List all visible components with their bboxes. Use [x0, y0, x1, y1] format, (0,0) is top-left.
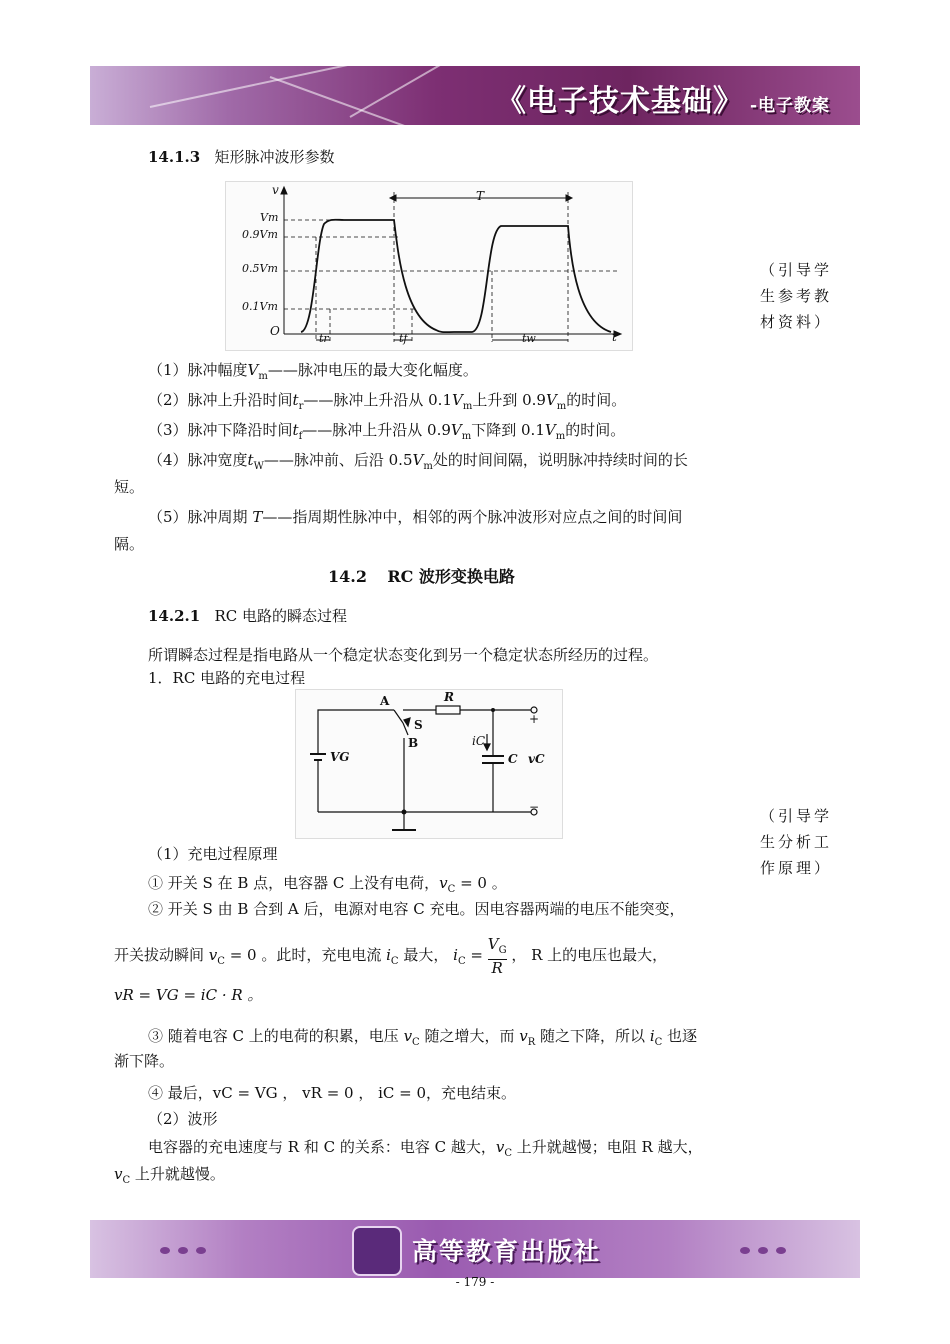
fraction-VG-over-R: $\frac{V_G}{R}$ [487, 935, 507, 977]
side-note-reference: （引导学生参考教材资料） [760, 261, 833, 331]
intro-paragraph: 所谓瞬态过程是指电路从一个稳定状态变化到另一个稳定状态所经历的过程。 [148, 646, 659, 664]
param-1: （1）脉冲幅度$V_m——$脉冲电压的最大变化幅度。 [148, 361, 478, 382]
label-period-T: T [476, 189, 485, 203]
section-14-2-heading: 14.2 RC 波形变换电路 [328, 567, 515, 586]
footer-dots-left [160, 1247, 206, 1254]
side-note-analysis: （引导学生分析工作原理） [760, 807, 833, 877]
label-0-5Vm: 0.5Vm [242, 262, 278, 275]
principle-step-1: ① 开关 S 在 B 点，电容器 C 上没有电荷，$v_C = 0$ 。 [148, 874, 507, 895]
resistor-R [436, 706, 460, 714]
header-title [496, 76, 830, 120]
param-2: （2）脉冲上升沿时间$t_r——$脉冲上升沿从 $0.1V_m$上升到 $0.9V_m$的时间。 [148, 391, 627, 412]
principle-step-2: ② 开关 S 由 B 合到 A 后，电源对电容 C 充电。因电容器两端的电压不能突变， [148, 900, 685, 918]
label-VG: VG [330, 750, 350, 764]
principle-step-3: ③ 随着电容 C 上的电荷的积累，电压 $v_C$ 随之增大，而 $v_R$ 随之下降，所以 $i_C$ 也逐 [148, 1027, 698, 1048]
waveform-paragraph-continued: $v_C$ 上升就越慢。 [114, 1165, 225, 1186]
label-tr: tr [319, 332, 329, 345]
section-title: 矩形脉冲波形参数 [214, 148, 335, 166]
param-3: （3）脉冲下降沿时间$t_f——$脉冲上升沿从 $0.9V_m$下降到 $0.1V_m$的时间。 [148, 421, 626, 442]
waveform-title: （2）波形 [148, 1110, 218, 1128]
label-C: C [508, 752, 518, 766]
header-subtitle: -电子教案 [749, 96, 830, 116]
principle-step-3-continued: 渐下降。 [114, 1052, 175, 1070]
terminal-minus: − [529, 800, 540, 814]
page-number: - 179 - [455, 1275, 495, 1289]
label-tf: tf [399, 332, 408, 345]
principle-step-4: ④ 最后，vC = VG ， vR = 0 ， iC = 0，充电结束。 [148, 1084, 517, 1102]
principle-title: （1）充电过程原理 [148, 845, 278, 863]
rc-circuit-figure [295, 689, 563, 839]
param-4: （4）脉冲宽度$t_W——$脉冲前、后沿 $0.5V_m$处的时间间隔，说明脉冲持续时间的长 [148, 451, 688, 472]
node-A: A [380, 694, 390, 708]
label-R: R [444, 690, 454, 704]
label-Vm: Vm [260, 211, 279, 224]
param-5-continued: 隔。 [114, 535, 145, 553]
footer-publisher: 高等教育出版社 [412, 1237, 602, 1266]
pulse-waveform [301, 220, 611, 332]
label-0-1Vm: 0.1Vm [242, 300, 278, 313]
section-14-1-3-heading [148, 147, 335, 167]
pulse-waveform-figure [225, 181, 633, 351]
switch-arm [394, 710, 403, 723]
node-B: B [408, 736, 419, 750]
principle-step-2-equation: vR = VG = iC · R 。 [114, 986, 263, 1004]
label-0-9Vm: 0.9Vm [242, 228, 278, 241]
terminal-plus: + [529, 712, 540, 726]
footer-banner [90, 1220, 860, 1278]
principle-step-2-line-2: 开关拔动瞬间 $v_C = 0$ 。此时，充电电流 $i_C$ 最大， $i_C$ = $\frac{V_G}{R}$ ， R 上的电压也最大， [114, 935, 668, 977]
param-5: （5）脉冲周期 T——指周期性脉冲中，相邻的两个脉冲波形对应点之间的时间间 [148, 508, 683, 526]
param-4-continued: 短。 [114, 478, 145, 496]
label-tw: tw [522, 332, 536, 345]
wire-left-top [318, 710, 394, 750]
axis-label-v: v [272, 183, 279, 197]
charge-process-title: 1．RC 电路的充电过程 [148, 669, 306, 687]
waveform-paragraph: 电容器的充电速度与 R 和 C 的关系：电容 C 越大，$v_C$ 上升就越慢；电阻 R 越大， [148, 1138, 703, 1159]
label-switch-S: S [414, 718, 423, 732]
label-origin: O [270, 324, 280, 338]
label-vC: vC [528, 752, 545, 766]
label-iC: iC [472, 734, 486, 748]
section-14-2-1-heading: 14.2.1 RC 电路的瞬态过程 [148, 607, 348, 625]
header-banner [90, 66, 860, 125]
publisher-logo-icon [352, 1226, 402, 1276]
header-book-title: 《电子技术基础》 [495, 84, 744, 119]
section-number: 14.1.3 [148, 148, 201, 166]
footer-dots-right [740, 1247, 786, 1254]
axis-label-t: t [612, 330, 617, 344]
